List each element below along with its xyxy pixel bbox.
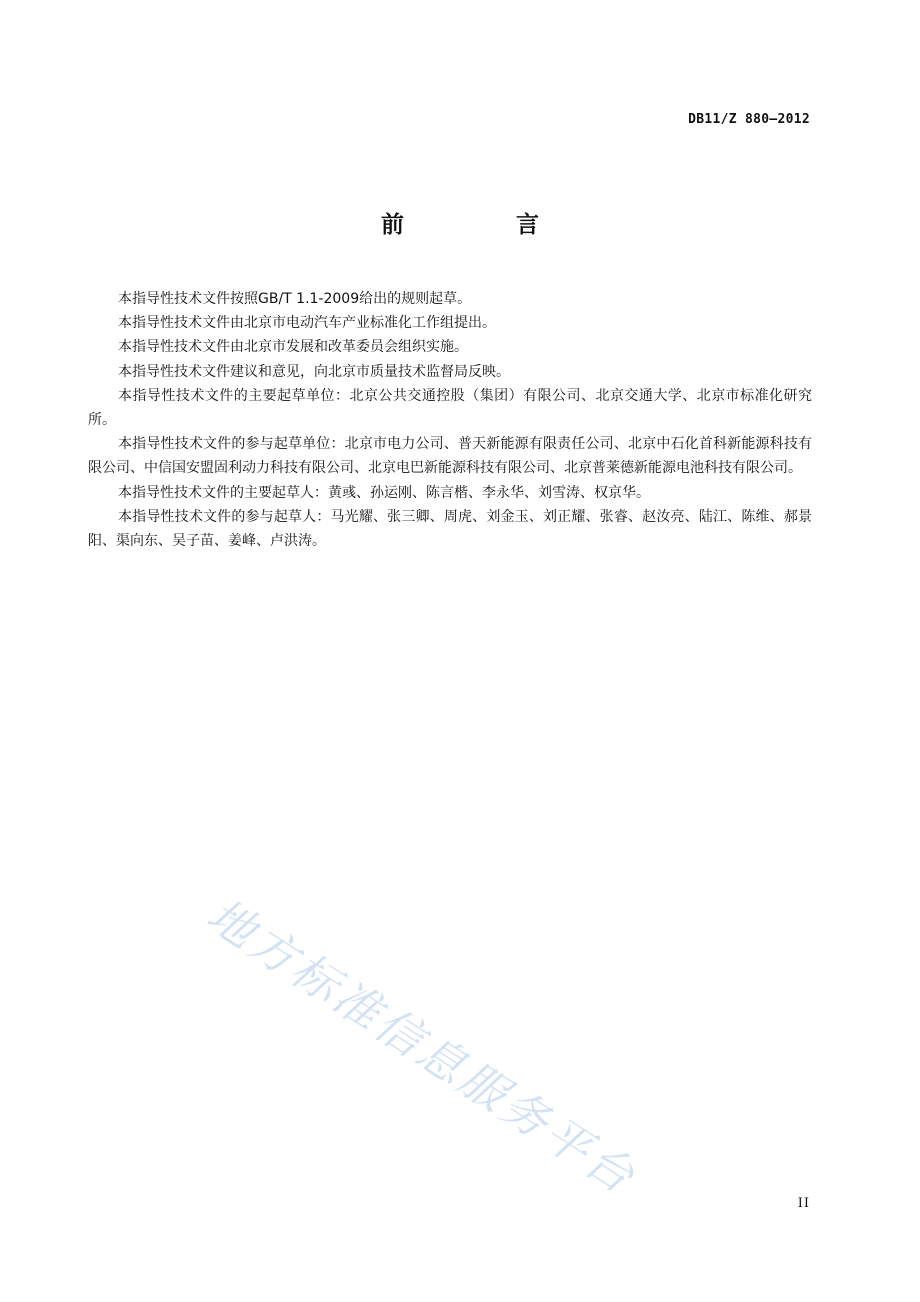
page-title: 前 言 [380,212,591,238]
paragraph-participating-units: 本指导性技术文件的参与起草单位：北京市电力公司、普天新能源有限责任公司、北京中石化首科新能源科技有限公司、中信国安盟固利动力科技有限公司、北京电巴新能源科技有限公司、北京普莱德新能源电池科技有限公司。 [88,436,812,477]
page-number: II [797,1196,810,1211]
paragraph-proposer: 本指导性技术文件由北京市电动汽车产业标准化工作组提出。 [118,315,496,332]
paragraph-drafting-rules: 本指导性技术文件按照GB/T 1.1-2009给出的规则起草。 [118,291,472,307]
paragraph-main-drafting-units: 本指导性技术文件的主要起草单位：北京公共交通控股（集团）有限公司、北京交通大学、北京市标准化研究所。 [88,387,812,429]
paragraph-main-drafters: 本指导性技术文件的主要起草人：黄彧、孙运刚、陈言楷、李永华、刘雪涛、权京华。 [118,484,650,501]
watermark: 地方标准信息服务平台 [197,887,647,1206]
foreword-body [88,287,812,553]
document-code: DB11/Z 880—2012 [688,112,810,127]
paragraph-implementer: 本指导性技术文件由北京市发展和改革委员会组织实施。 [118,339,468,356]
paragraph-participating-drafters: 本指导性技术文件的参与起草人：马光耀、张三卿、周虎、刘金玉、刘正耀、张睿、赵汝亮、陆江、陈维、郝景阳、渠向东、吴子苗、姜峰、卢洪涛。 [88,508,812,550]
paragraph-feedback: 本指导性技术文件建议和意见，向北京市质量技术监督局反映。 [118,363,510,380]
